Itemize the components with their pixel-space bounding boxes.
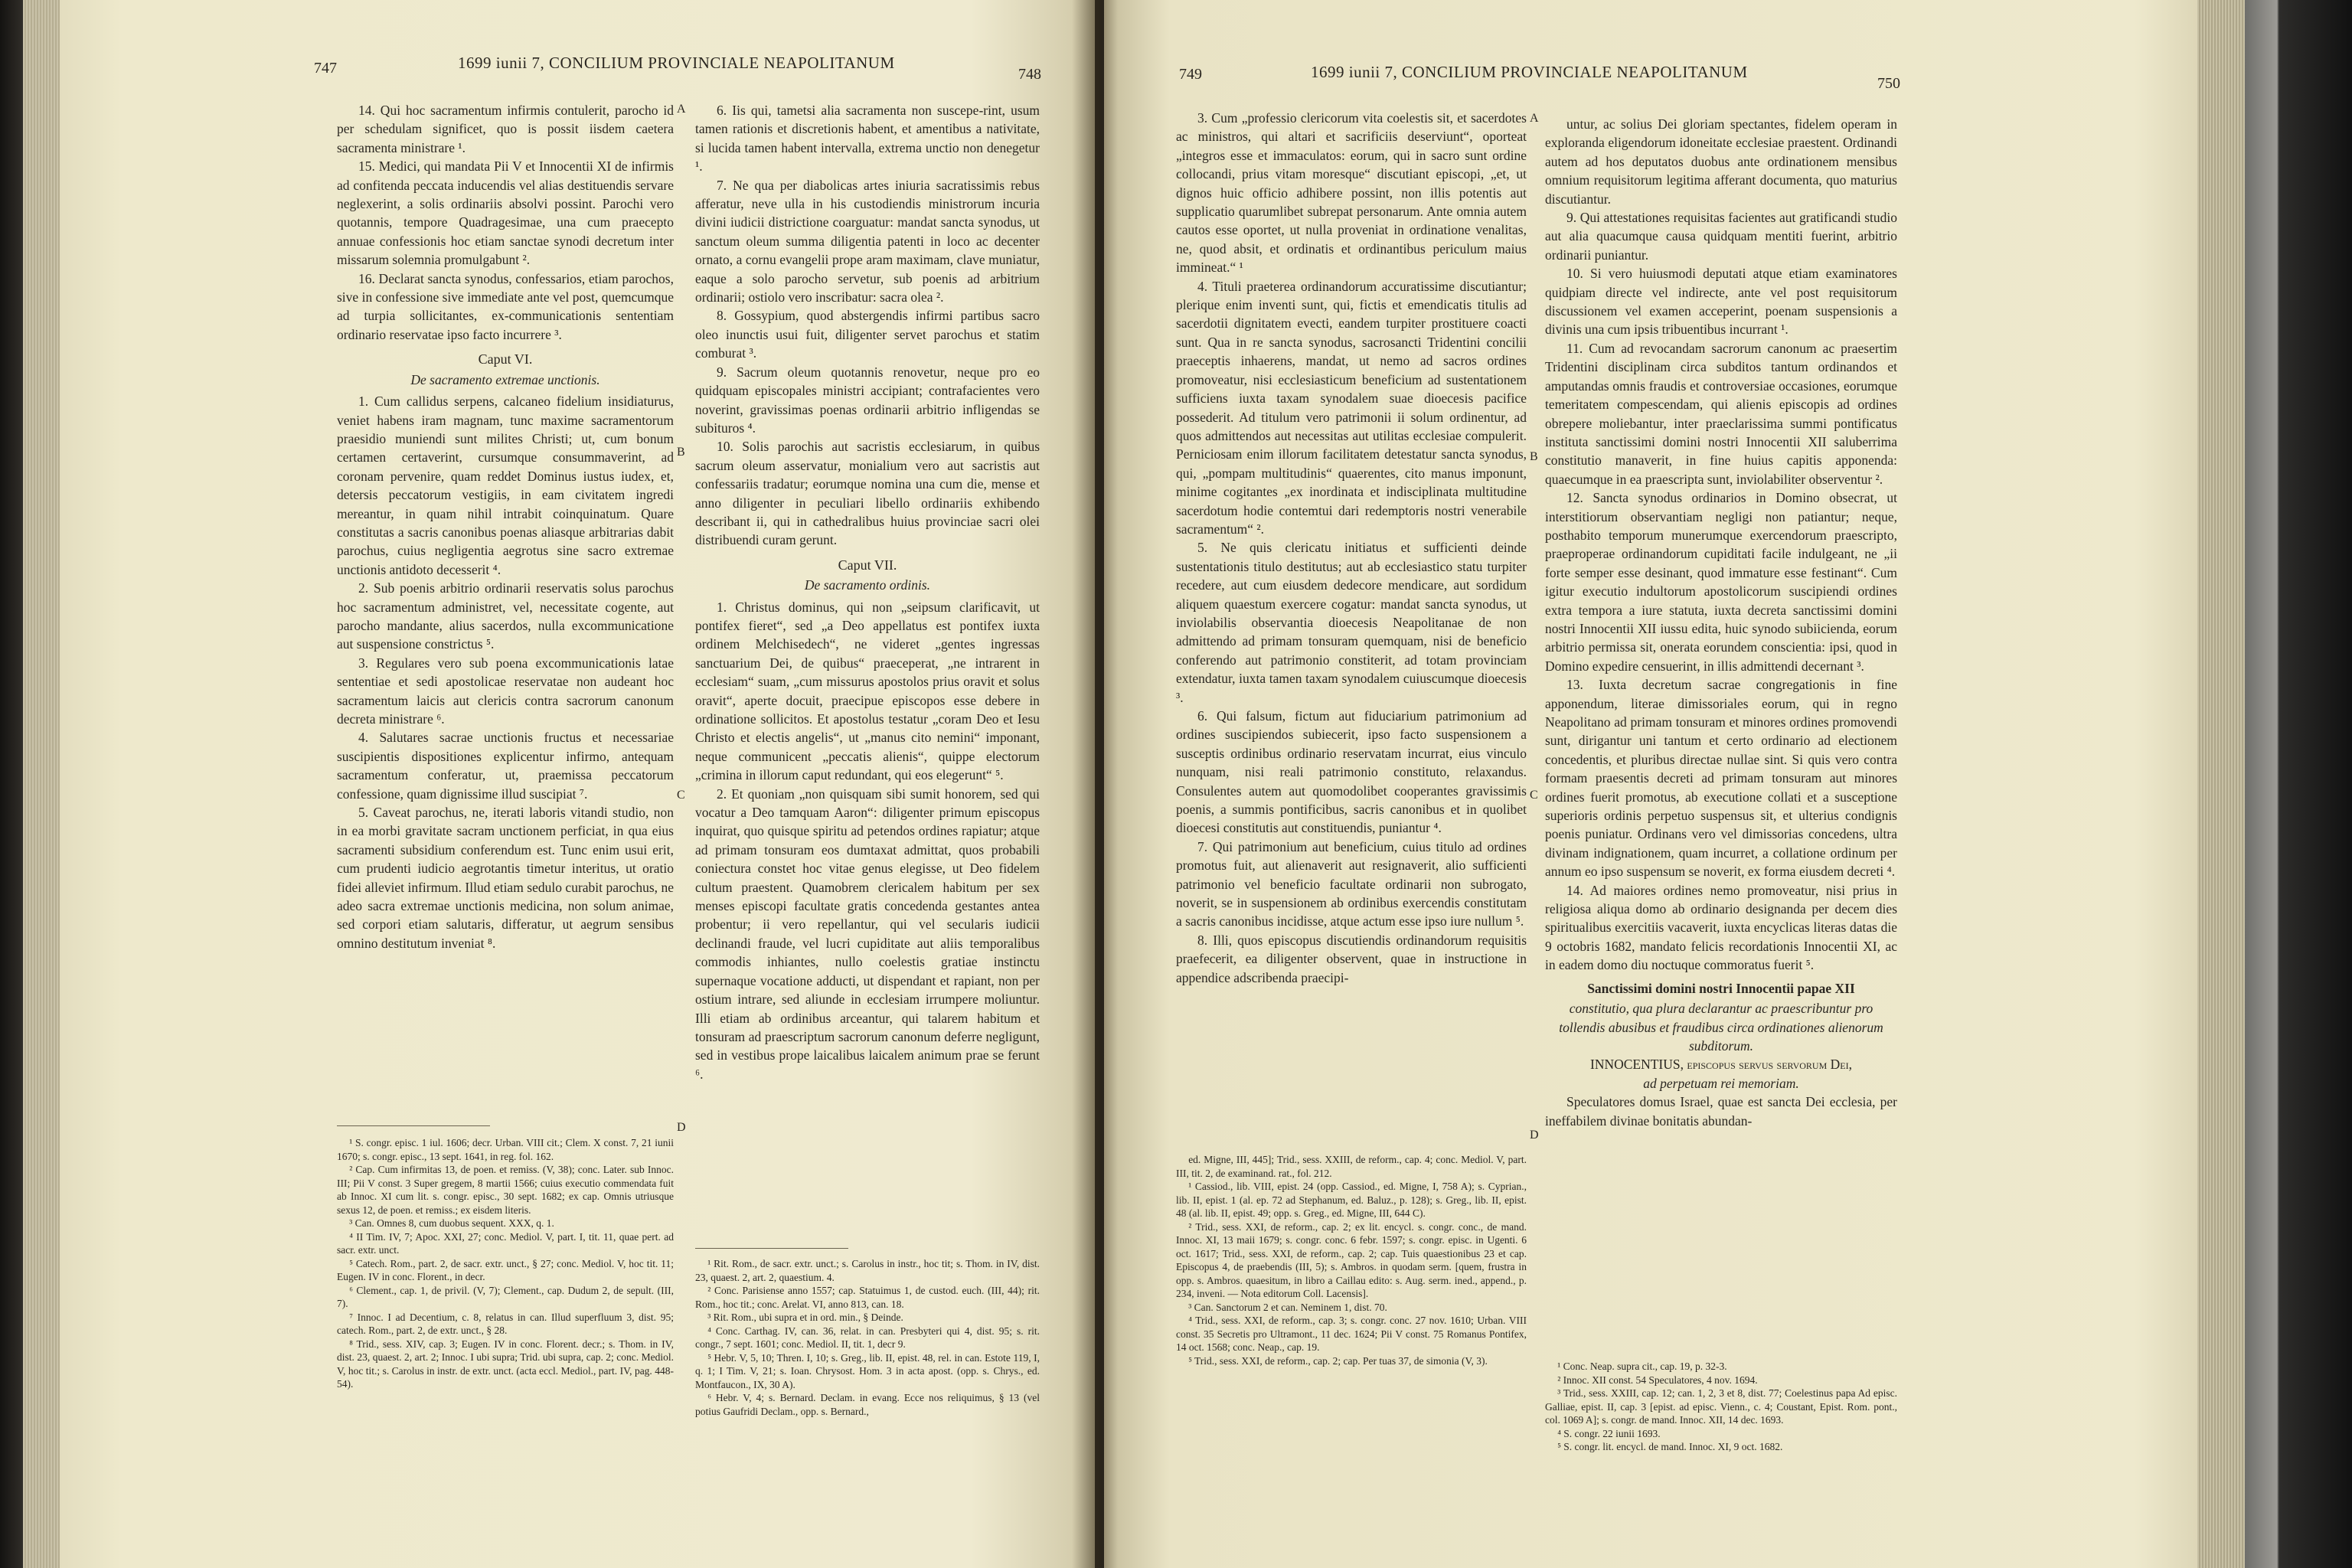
footnote: ⁴ II Tim. IV, 7; Apoc. XXI, 27; conc. Mediol. V, part. I, tit. 11, quae pert. ad sacr. extr. unct. xyxy=(337,1230,674,1256)
margin-letter-c: C xyxy=(677,789,685,802)
paragraph: 9. Sacrum oleum quotannis renovetur, neque pro eo quidquam episcopales ministri accipiant; contrafacientes vero noverint, gravissimas poenas ordinarii arbitrio infligendas se subituros ⁴. xyxy=(695,364,1040,436)
paragraph: 12. Sancta synodus ordinarios in Domino obsecrat, ut interstitiorum observantiam negligi non patiantur; neque, posthabito temporum munerumque exercendorum praescripto, praeproperae ordinandorum cupiditati facile indulgeant, ne „ii forte semper esse desinant, quod immature esse festinant“. Cum igitur executio indultorum apostolicorum suscipiendi ordines extra tempora a iure statuta, iuxta decreta sanctissimi domini nostri Innocentii XII iussu edita, huic synodo subiicienda, eorum arbitrio permissa sit, onerata eorundem conscientia: ipsi, quod in Domino expedire censuerint, in illis admittendi decernant ³. xyxy=(1545,490,1897,674)
left-page-column-2 xyxy=(695,101,1040,1083)
right-page-column-2 xyxy=(1545,115,1897,1130)
column-number-750: 750 xyxy=(1877,75,1900,92)
constitution-subtitle: constitutio, qua plura declarantur ac praescribuntur pro tollendis abusibus et fraudibus circa ordinationes alienorum subditorum. xyxy=(1559,1001,1883,1054)
footnote-rule xyxy=(337,1125,490,1126)
paragraph: 2. Sub poenis arbitrio ordinarii reservatis solus parochus hoc sacramentum administret, vel, necessitate cogente, aut parocho mandante, alius sacerdos, nulla excommunicatione aut suspensione constrictus ⁵. xyxy=(337,580,674,652)
margin-letter-a: A xyxy=(677,103,686,116)
paragraph: 2. Et quoniam „non quisquam sibi sumit honorem, sed qui vocatur a Deo tamquam Aaron“: diligenter primum episcopus inquirat, quo quisque spiritu ad petendos ordines rapiatur; atque ad primam tonsuram eos dumtaxat admittat, quos probabili coniectura constet hoc vitae genus elegisse, ut Deo fidelem cultum praestent. Quamobrem clericalem habitum per sex menses episcopi facultate gratis concedenda gestantes antea probentur; ii vero repellantur, qui vel secularis iudicii declinandi fraude, vel lucri cupiditate aut aliis temporalibus commodis inhiantes, nullo coelestis gratiae instinctu supernaque vocatione adducti, ut dispendant et rapiant, non per ostium intrare, sed aliunde in ecclesiam irrumpere moliuntur. Illi etiam ab ordinibus arceantur, qui talarem habitum et tonsuram ad praescriptum sacrorum canonum deferre negligunt, sed in vestibus prope laicalibus laicalem animum prae se ferunt ⁶. xyxy=(695,786,1040,1082)
paragraph: 14. Qui hoc sacramentum infirmis contulerit, parocho id per schedulam significet, quo is possit iisdem caetera sacramenta ministrare ¹. xyxy=(337,103,674,155)
margin-letter-d: D xyxy=(677,1121,686,1134)
column-number-749: 749 xyxy=(1179,66,1202,83)
paragraph: 10. Solis parochis aut sacristis ecclesiarum, in quibus sacrum oleum asservatur, monialium vero aut sacristis aut confessariis tradatur; eorumque nomina una cum die, mense et anno diligenter in peculiari libello ordinariis exhibendo describant ii, qui in cathedralibus huius provinciae sacri olei distribuendi curam gerunt. xyxy=(695,439,1040,548)
paragraph: 13. Iuxta decretum sacrae congregationis in fine apponendum, literae dimissoriales eorum, qui in regno Neapolitano ad primam tonsuram et minores ordines promovendi sunt, dirigantur uni tantum et certo ordinario ad electionem concedentis, et pluribus directae nullae sint. Si quis vero contra formam praesentis decreti ad primam tonsuram aut minores ordines fuerit promotus, ab executione collati et a susceptione superioris ordinis perpetuo suspensus sit, et ulterius condignis poenis puniatur. Ordinans vero vel dimissorias concedens, ultra divinam indignationem, quam incurret, a collatione ordinum per annum eo ipso suspensum se noverit, ex forma eiusdem decreti ⁴. xyxy=(1545,677,1897,880)
right-page-footnotes-2 xyxy=(1545,1360,1897,1454)
paragraph: untur, ac solius Dei gloriam spectantes, fidelem operam in exploranda eligendorum idoneitate ecclesiae praestent. Ordinandi autem ad hos deputatos duobus ante ordinationem mensibus omnium requisitorum legitima afferant documenta, quo maturius discutiantur. xyxy=(1545,116,1897,207)
background-right xyxy=(2245,0,2352,1568)
paragraph: 9. Qui attestationes requisitas facientes aut gratificandi studio aut alia quacumque causa quidquam mentiti fuerint, arbitrio ordinarii puniantur. xyxy=(1545,210,1897,263)
caput-subheading: De sacramento extremae unctionis. xyxy=(410,371,600,387)
paragraph: 14. Ad maiores ordines nemo promoveatur, nisi prius in religiosa aliqua domo ab ordinario designanda per decem dies spiritualibus exercitiis vacaverit, iuxta encyclicas literas datas die 9 octobris 1682, mandato felicis recordationis Innocentii XI, ac in eadem domo diu noctuque commoratus fuerit ⁵. xyxy=(1545,882,1897,973)
footnote: ⁴ Conc. Carthag. IV, can. 36, relat. in can. Presbyteri qui 4, dist. 95; s. rit. congr., 7 sept. 1601; conc. Mediol. II, tit. 1, decr 9. xyxy=(695,1325,1040,1350)
footnote-rule xyxy=(695,1248,848,1249)
paragraph: 7. Ne qua per diabolicas artes iniuria sacratissimis rebus afferatur, neve ulla in his custodiendis ministrorum incuria divini iudicii districtione coarguatur: mandat sancta synodus, ut sanctum oleum summa diligentia patenti in loco ac decenter ornato, a cornu evangelii prope aram maximam, clave muniatur, eaque a solo parocho servetur, sub poenis ad arbitrium ordinarii; ostiolo vero inscribatur: sacra olea ². xyxy=(695,177,1040,305)
page-edges-right xyxy=(2197,0,2246,1568)
paragraph: 8. Illi, quos episcopus discutiendis ordinandorum requisitis praefecerit, ea diligenter observent, quae in instructione in appendice adscribenda praecipi- xyxy=(1176,932,1527,985)
paragraph: 3. Cum „professio clericorum vita coelestis sit, et sacerdotes ac ministros, qui altari et sacrificiis deserviunt“, oporteat „integros esse et immaculatos: eorum, qui in sacro sunt ordine collocandi, prius vitam moresque“ discutiant episcopi, „et, ut dignos huic officio adhibere possint, non illis potentis aut supplicatio quarumlibet subrepat personarum. Ante omnia autem cautos esse oportet, ut nulla proveniat in ordinatione venalitas, ne, quod absit, et ordinatis et ordinantibus periculum maius immineat.“ ¹ xyxy=(1176,110,1527,276)
paragraph: 7. Qui patrimonium aut beneficium, cuius titulo ad ordines promotus fuit, aut alienaverit aut resignaverit, alio sufficienti patrimonio vel beneficio facultate ordinarii non subrogato, noverit, se in suspensionem ab ordinibus exercendis constitutam a sacris canonibus incidisse, atque actum esse ipso iure nullum ⁵. xyxy=(1176,838,1527,929)
constitution-title: Sanctissimi domini nostri Innocentii papae XII xyxy=(1587,980,1855,996)
footnote: ³ Trid., sess. XXIII, cap. 12; can. 1, 2, 3 et 8, dist. 77; Coelestinus papa Ad episc. Galliae, epist. II, cap. 3 [epist. ad episc. Vienn., c. 4; Coustant, Epist. Rom. pont., col. 1069 A]; s. congr. de mand. Innoc. XII, 14 dec. 1693. xyxy=(1545,1387,1897,1426)
margin-letter-b: B xyxy=(1530,450,1538,463)
footnote: ³ Can. Omnes 8, cum duobus sequent. XXX, q. 1. xyxy=(349,1217,554,1229)
column-number-747: 747 xyxy=(314,60,337,77)
caput-subheading: De sacramento ordinis. xyxy=(804,577,931,593)
paragraph: 6. Qui falsum, fictum aut fiduciarium patrimonium ad ordines suscipiendos subiecerit, ipso facto suspensionem a susceptis ordinibus ordinario reservatam incurrat, eius vinculo nunquam, nisi reali patrimonio constituto, relaxandus. Consulentes autem aut quomodolibet cooperantes gravissimis poenis, a summis pontificibus, sacris canonibus et in quolibet dioecesi constitutis aut constituendis, puniantur ⁴. xyxy=(1176,708,1527,836)
margin-letter-d: D xyxy=(1530,1129,1539,1142)
footnote: ¹ S. congr. episc. 1 iul. 1606; decr. Urban. VIII cit.; Clem. X const. 7, 21 iunii 1670; s. congr. episc., 13 sept. 1641, in reg. fol. 162. xyxy=(337,1137,674,1162)
paragraph: 3. Regulares vero sub poena excommunicationis latae sententiae et sedi apostolicae reservatae non audeant hoc sacramentum laicis aut clericis contra sacrorum canonum decreta ministrare ⁶. xyxy=(337,655,674,727)
footnote: ⁶ Clement., cap. 1, de privil. (V, 7); Clement., cap. Dudum 2, de sepult. (III, 7). xyxy=(337,1284,674,1309)
margin-letter-c: C xyxy=(1530,789,1538,802)
footnote: ² Conc. Parisiense anno 1557; cap. Statuimus 1, de custod. euch. (III, 44); rit. Rom., hoc tit.; conc. Arelat. VI, anno 813, can. 18. xyxy=(695,1285,1040,1310)
running-head-left: 1699 iunii 7, CONCILIUM PROVINCIALE NEAPOLITANUM xyxy=(458,54,895,72)
paragraph: 5. Caveat parochus, ne, iterati laboris vitandi studio, non in ea morbi gravitate sacram unctionem perficiat, in qua eius sacramenti subsidium conferendum est. Tunc enim usui erit, cum prudenti iudicio aegrotantis timetur interitus, ut oratio fidei alleviet infirmum. Illud etiam sedulo curabit parochus, ne adeo sacra extremae unctionis medicina, non solum animae, sed corpori etiam salutaris, differatur, ut aegrum sensibus omnino destitutum inveniat ⁸. xyxy=(337,805,674,951)
footnote: ⁵ Hebr. V, 5, 10; Thren. I, 10; s. Greg., lib. II, epist. 48, rel. in can. Estote 119, I, q. 1; I Tim. V, 21; s. Ioan. Chrysost. Hom. 3 in acta apost. (opp. s. Chrys., ed. Montfaucon., IX, 30 A). xyxy=(695,1351,1040,1390)
footnote: ¹ Conc. Neap. supra cit., cap. 19, p. 32-3. xyxy=(1557,1361,1727,1372)
left-page-column-1 xyxy=(337,101,674,952)
footnote: ³ Rit. Rom., ubi supra et in ord. min., § Deinde. xyxy=(707,1312,903,1323)
left-page-footnotes-2 xyxy=(695,1257,1040,1418)
footnote: ² Trid., sess. XXI, de reform., cap. 2; ex lit. encycl. s. congr. conc., de mand. Innoc. XI, 13 maii 1679; s. congr. conc. 6 febr. 1597; s. congr. episc. in Ugenti. 6 oct. 1617; Trid., sess. XXI, de reform., cap. 2; cap. Tuis quaestionibus 23 et cap. Episcopus 4, de praebendis (III, 5); s. Ambros. in quodam serm. [quem, frustra in opp. s. Ambros. quaesitum, in libro a Caillau edito: s. Aug. serm. ined., append., p. 234, inveni. — Nota editorum Coll. Lacensis]. xyxy=(1176,1220,1527,1299)
right-page-footnotes-1 xyxy=(1176,1153,1527,1367)
paragraph: 10. Si vero huiusmodi deputati atque etiam examinatores quidpiam directe vel indirecte, ante vel post requisitorum discussionem vel examen acceperint, poenam suspensionis a divinis una cum ipsis tribuentibus incurrant ¹. xyxy=(1545,266,1897,338)
paragraph: 5. Ne quis clericatu initiatus et sufficienti deinde sustentationis titulo destitutus; aut ab ecclesiastico statu turpiter recedere, aut cum eiusdem dedecore mendicare, aut sordidum aliquem quaestum exercere cogatur: mandat sancta synodus, ut inviolabilis observantia dioecesis Neapolitanae de non admittendo ad primam tonsuram quemquam, nisi de beneficio conferendo aut patrimonio constiterit, ad totam provinciam extendatur, iuxta tamen taxam synodalem cuiuscumque dioecesis ³. xyxy=(1176,540,1527,705)
paragraph: Speculatores domus Israel, quae est sancta Dei ecclesia, per ineffabilem divinae bonitatis abundan- xyxy=(1545,1094,1897,1129)
paragraph: 1. Cum callidus serpens, calcaneo fidelium insidiaturus, veniet habens iram magnam, tunc maxime sacramentorum praesidio muniendi sunt milites Christi; ut, cum bonum certamen certaverint, cursumque consummaverint, ad coronam pervenire, quam reddet Dominus iustus iudex, et, detersis peccatorum vestigiis, in eam civitatem ingredi mereantur, in quam nihil intrabit coinquinatum. Quare constitutas a sacris canonibus poenas aliasque arbitrarias dabit parochus, cuius negligentia aegrotus sine sacro extremae unctionis antidoto decesserit ⁴. xyxy=(337,394,674,577)
footnote: ⁶ Hebr. V, 4; s. Bernard. Declam. in evang. Ecce nos reliquimus, § 13 (vel potius Gaufridi Declam., opp. s. Bernard., xyxy=(695,1392,1040,1417)
footnote: ² Cap. Cum infirmitas 13, de poen. et remiss. (V, 38); conc. Later. sub Innoc. III; Pii V const. 3 Super gregem, 8 martii 1566; cuius executio commendata fuit ab Innoc. XI cum lit. s. congr. episc., 30 sept. 1682; ex cap. Omnis utriusque sexus 12, de poen. et remiss.; ex eisdem literis. xyxy=(337,1164,674,1216)
footnote: ³ Can. Sanctorum 2 et can. Neminem 1, dist. 70. xyxy=(1188,1301,1387,1313)
footnote: ⁴ S. congr. 22 iunii 1693. xyxy=(1557,1427,1661,1439)
footnote: ⁵ S. congr. lit. encycl. de mand. Innoc. XI, 9 oct. 1682. xyxy=(1557,1441,1783,1452)
footnote: ¹ Rit. Rom., de sacr. extr. unct.; s. Carolus in instr., hoc tit; s. Thom. in IV, dist. 23, quaest. 2, art. 2, quaestium. 4. xyxy=(695,1258,1040,1283)
paragraph: 15. Medici, qui mandata Pii V et Innocentii XI de infirmis ad confitenda peccata inducendis vel alias destituendis servare neglexerint, a solis ordinariis absolvi possint. Parochi vero quotannis, tempore Quadragesimae, una cum praecepto annuae confessionis hoc etiam sanctae synodi decretum inter missarum solemnia promulgabunt ². xyxy=(337,158,674,268)
caput-heading: Caput VII. xyxy=(838,557,897,573)
column-number-748: 748 xyxy=(1018,66,1041,83)
footnote: ⁴ Trid., sess. XXI, de reform., cap. 3; s. congr. conc. 27 nov. 1610; Urban. VIII const. 35 Secretis pro Ultramont., 11 dec. 1624; Pii V const. 75 Romanus Pontifex, 14 oct. 1568; conc. Neap., cap. 19. xyxy=(1176,1315,1527,1353)
footnote: ⁵ Trid., sess. XXI, de reform., cap. 2; cap. Per tuas 37, de simonia (V, 3). xyxy=(1188,1354,1488,1367)
right-page-column-1 xyxy=(1176,109,1527,987)
paragraph: 1. Christus dominus, qui non „seipsum clarificavit, ut pontifex fieret“, sed „a Deo appellatus est pontifex iuxta ordinem Melchisedech“, ne videret „gentes ingressas sanctuarium Dei, de quibus“ praeceperat, „ne intrarent in ecclesiam“ suam, „cum missurus apostolos prius oravit et solus oravit“, aperte docuit, praecipue episcopos esse debere in ordinatione sollicitos. Et apostolus testatur „coram Deo et Iesu Christo et electis angelis“, ut „manus cito nemini“ imponant, neque communicent „peccatis alienis“, quippe electorum „crimina in illorum caput redundant, qui eos elegerunt“ ⁵. xyxy=(695,599,1040,783)
paragraph: 6. Iis qui, tametsi alia sacramenta non suscepe-rint, usum tamen rationis et discretionis habent, et amentibus a nativitate, si lucida tamen habent intervalla, extrema unctio non denegetur ¹. xyxy=(695,103,1040,175)
paragraph: 4. Salutares sacrae unctionis fructus et necessariae suscipientis dispositiones explicentur infirmo, antequam sacramentum conferatur, ut, praemissa peccatorum confessione, quam dignissime illud suscipiat ⁷. xyxy=(337,730,674,802)
footnote: ⁵ Catech. Rom., part. 2, de sacr. extr. unct., § 27; conc. Mediol. V, hoc tit. 11; Eugen. IV in conc. Florent., in decr. xyxy=(337,1257,674,1282)
running-head-right: 1699 iunii 7, CONCILIUM PROVINCIALE NEAPOLITANUM xyxy=(1311,63,1748,81)
footnote: ⁸ Trid., sess. XIV, cap. 3; Eugen. IV in conc. Florent. decr.; s. Thom. in IV, dist. 23, quaest. 2, art. 2; Innoc. I ubi supra; Trid. ubi supra, cap. 2; conc. Mediol. V, hoc tit.; s. Carolus in instr. de extr. unct. (acta eccl. Mediol., part. IV, pag. 448-54). xyxy=(337,1338,674,1390)
caput-heading: Caput VI. xyxy=(478,351,533,368)
paragraph: 16. Declarat sancta synodus, confessarios, etiam parochos, sive in confessione sive immediate ante vel post, quemcumque ad turpia sollicitantes, ex-communicationis sententiam ordinario reservatae ipso facto incurrere ³. xyxy=(337,270,674,342)
margin-letter-a: A xyxy=(1530,112,1539,125)
paragraph: 11. Cum ad revocandam sacrorum canonum ac praesertim Tridentini disciplinam circa subditos tantum ordinandos et amputandas omnis fraudis et controversiae occasiones, eorumque temeritatem compescendam, qui alienis episcopis ad ordines obrepere moliebantur, inter praeclarissima summi pontificatus instituta sanctissimi domini nostri Innocentii XII saluberrima constitutio manaverit, in fine huius capitis apponenda: quaecumque in ea praescripta sunt, inviolabiliter observentur ². xyxy=(1545,340,1897,487)
footnote: ² Innoc. XII const. 54 Speculatores, 4 nov. 1694. xyxy=(1557,1374,1758,1386)
book-gutter xyxy=(1072,0,1118,1568)
footnote: ¹ Cassiod., lib. VIII, epist. 24 (opp. Cassiod., ed. Migne, I, 758 A); s. Cyprian., lib. II, epist. 1 (al. ep. 72 ad Stephanum, ed. Baluz., p. 128); s. Greg., lib. II, epist. 48 (al. lib. II, epist. 49; opp. s. Greg., ed. Migne, III, 644 C). xyxy=(1176,1181,1527,1219)
margin-letter-b: B xyxy=(677,446,685,459)
footnote: ed. Migne, III, 445]; Trid., sess. XXIII, de reform., cap. 4; conc. Mediol. V, part. III, tit. 2, de examinand. rat., fol. 212. xyxy=(1176,1154,1527,1179)
paragraph: 8. Gossypium, quod abstergendis infirmi partibus sacro oleo inunctis usui fuit, diligenter servet parochus et statim comburat ³. xyxy=(695,308,1040,361)
left-page-footnotes-1 xyxy=(337,1136,674,1391)
paragraph: 4. Tituli praeterea ordinandorum accuratissime discutiantur; plerique enim inventi sunt, qui, fictis et emendicatis titulis ad sacerdotii dignitatem evecti, eandem turpiter prostituere coacti sunt. Qua in re sancta synodus, sacrosancti Tridentini concilii praeceptis inhaerens, mandat, ut nemo ad sacros ordines promoveatur, nisi ecclesiasticum beneficium ad sustentationem sufficiens iuxta taxam synodalem suae dioecesis pacifice possederit. Ad titulum vero patrimonii ii solum ordinentur, ad quos admittendos aut necessitas aut utilitas ecclesiae compulerit. Perniciosam enim illorum facilitatem detestatur sancta synodus, qui, „pompam multitudinis“ quaerentes, cito manus imponunt, minime cogitantes „ex inordinata et indisciplinata multitudine sacerdotum hodie contemtui dari redemptoris nostri venerabile sacramentum“ ². xyxy=(1176,278,1527,537)
innocentius-line: INNOCENTIUS, episcopus servus servorum Dei, xyxy=(1590,1057,1852,1073)
footnote: ⁷ Innoc. I ad Decentium, c. 8, relatus in can. Illud superfluum 3, dist. 95; catech. Rom., part. 2, de extr. unct., § 28. xyxy=(337,1311,674,1336)
perpetuam-line: ad perpetuam rei memoriam. xyxy=(1643,1075,1799,1091)
